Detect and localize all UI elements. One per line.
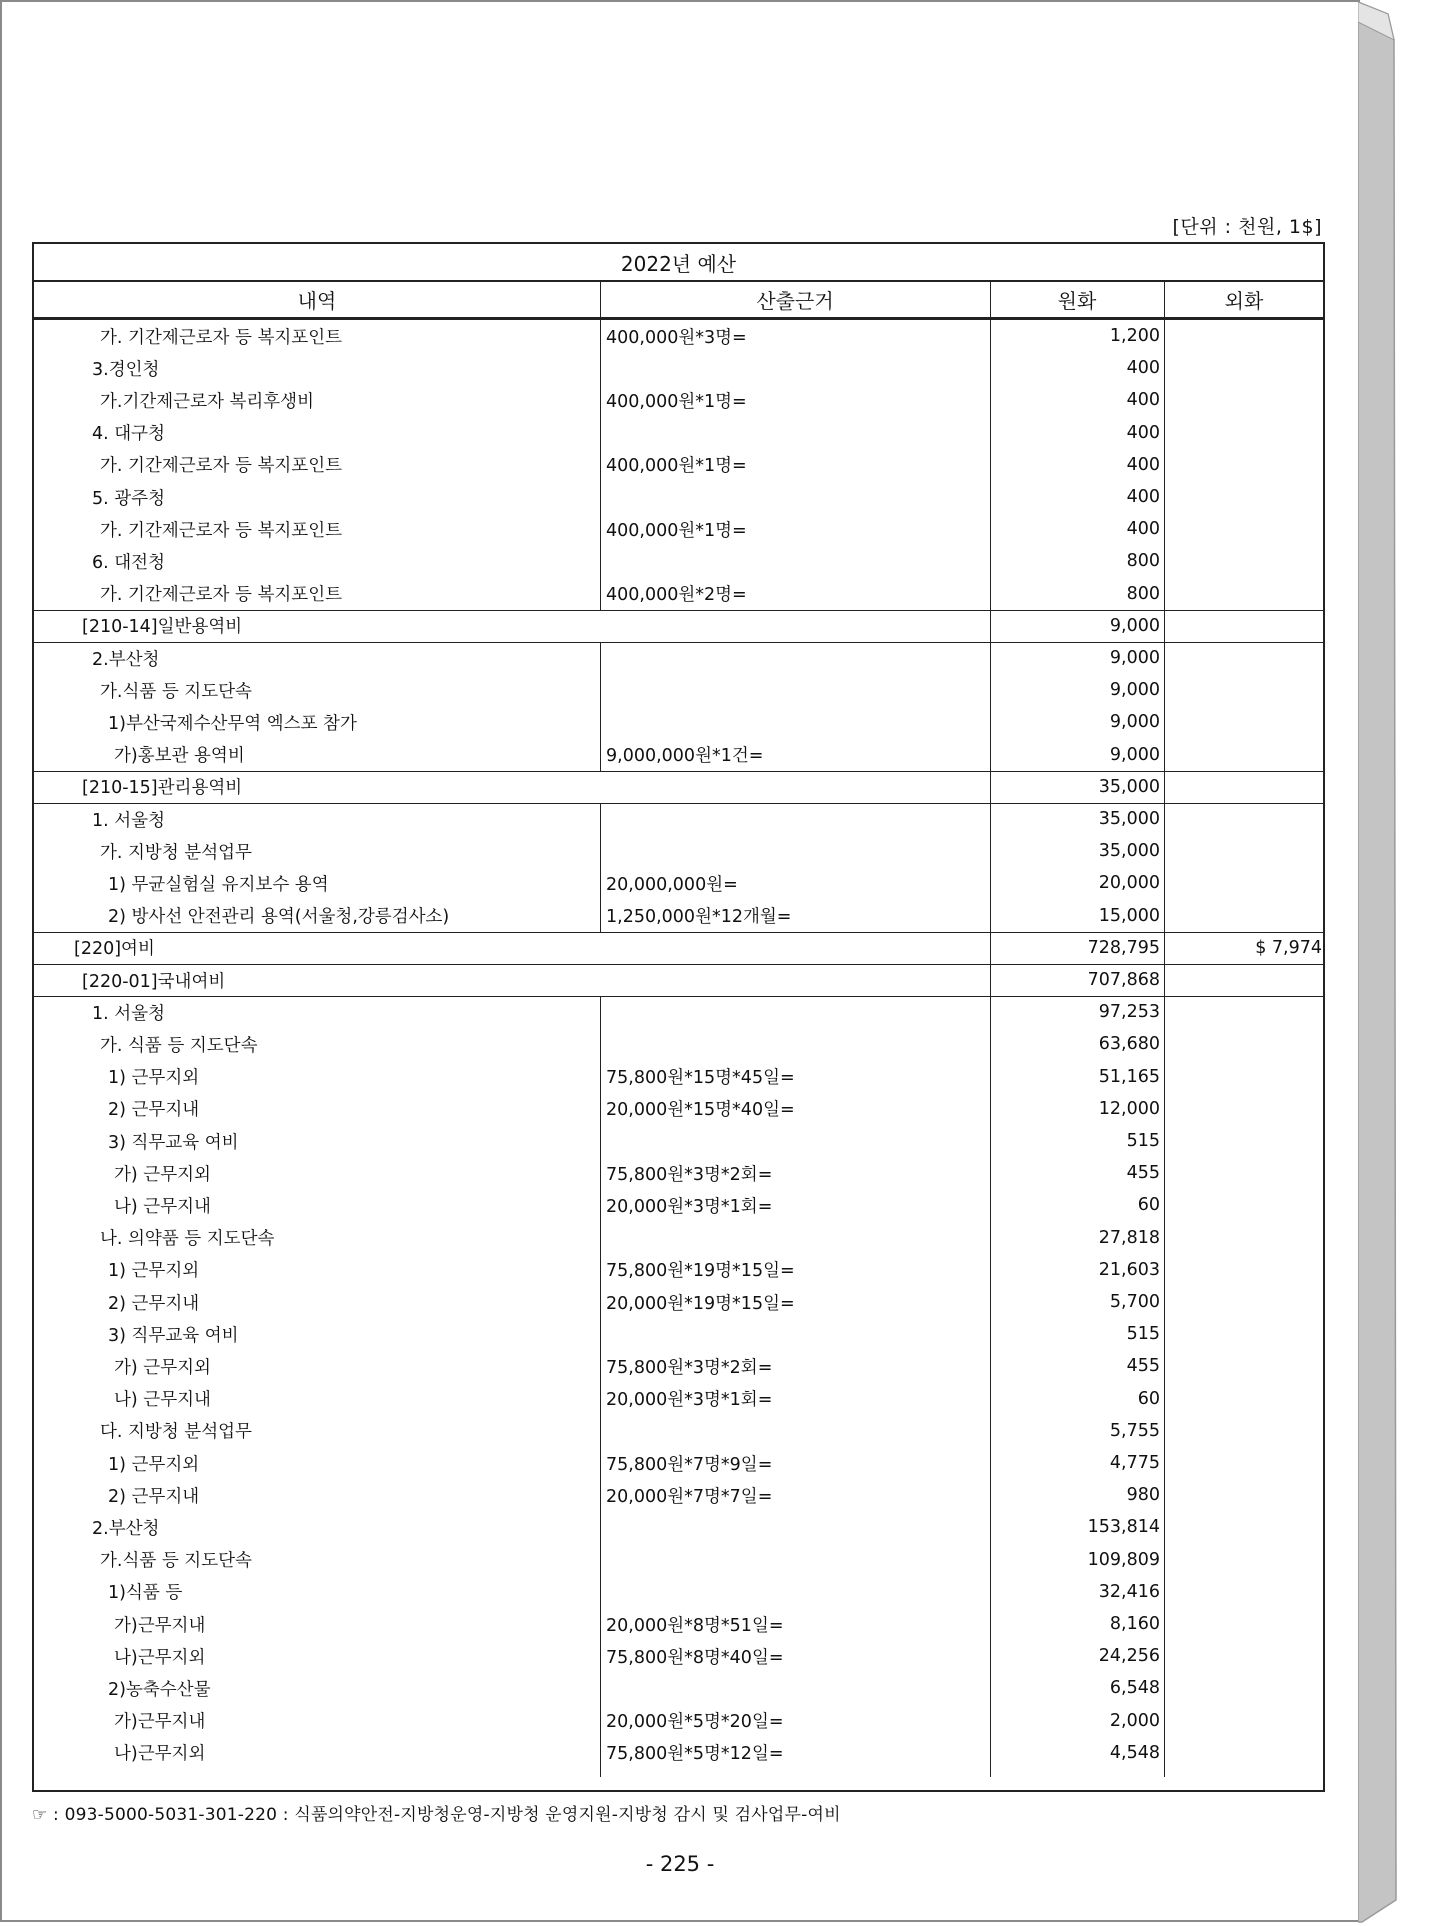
row-description: 2.부산청 [92,649,160,670]
row-foreign-amount [1164,1640,1322,1672]
row-basis [606,964,986,996]
row-foreign-amount [1164,545,1322,577]
row-description: 나. 의약품 등 지도단속 [100,1229,275,1250]
row-foreign-amount [1164,803,1322,835]
row-basis [606,932,986,964]
table-row [34,835,1323,867]
table-row [34,1640,1323,1672]
row-basis: 400,000원*3명= [606,327,747,348]
row-basis [606,1576,986,1608]
row-description: 2) 근무지내 [108,1486,200,1507]
row-basis: 400,000원*2명= [606,585,747,606]
table-row [34,578,1323,610]
row-foreign-amount [1164,513,1322,545]
table-row [34,1672,1323,1704]
row-foreign-amount [1164,996,1322,1028]
row-foreign-amount [1164,417,1322,449]
row-description: [210-14]일반용역비 [82,617,243,638]
row-basis [606,1318,986,1350]
row-foreign-amount [1164,1254,1322,1286]
row-basis [606,706,986,738]
header-basis: 산출근거 [756,289,834,313]
row-won-amount: 2,000 [1109,1710,1160,1731]
row-basis [606,610,986,642]
row-foreign-amount [1164,1576,1322,1608]
table-row [34,932,1323,964]
table-row [34,867,1323,899]
row-foreign-amount [1164,481,1322,513]
row-description: 가. 식품 등 지도단속 [100,1035,258,1056]
row-foreign-amount [1164,320,1322,352]
row-foreign-amount [1164,610,1322,642]
row-foreign-amount [1164,1608,1322,1640]
row-won-amount: 400 [1126,487,1160,507]
row-foreign-amount [1164,1544,1322,1576]
row-description: 가. 지방청 분석업무 [100,842,252,863]
row-foreign-amount [1164,1222,1322,1254]
row-description: 1) 근무지외 [108,1068,200,1089]
row-description: 다. 지방청 분석업무 [100,1422,252,1443]
table-row [34,320,1323,352]
row-won-amount: 109,809 [1087,1549,1160,1570]
row-description: 가) 근무지외 [114,1357,211,1378]
row-basis [606,996,986,1028]
row-won-amount: 400 [1126,358,1160,379]
table-row [34,1189,1323,1221]
row-won-amount: 455 [1126,1163,1160,1184]
row-won-amount: 32,416 [1098,1581,1160,1602]
row-won-amount: 35,000 [1098,809,1160,829]
header-won: 원화 [1057,289,1097,313]
table-row [34,1318,1323,1350]
row-foreign-amount [1164,1318,1322,1350]
row-basis [606,481,986,513]
row-foreign-amount [1164,1157,1322,1189]
row-description: 1. 서울청 [92,810,165,831]
row-foreign-amount [1164,900,1322,932]
row-description: 1)식품 등 [108,1583,183,1604]
row-basis [606,642,986,674]
row-basis: 400,000원*1명= [606,456,747,477]
row-description: 가.기간제근로자 복리후생비 [100,391,314,412]
row-description: 가) 근무지외 [114,1164,211,1185]
row-won-amount: 400 [1126,422,1160,443]
row-foreign-amount [1164,1189,1322,1221]
row-description: 가.식품 등 지도단속 [100,681,252,702]
column-divider [600,996,601,1777]
row-description: 2) 근무지내 [108,1100,200,1121]
table-row [34,1350,1323,1382]
row-divider [34,996,1323,997]
column-divider [1164,320,1165,1777]
row-foreign-amount [1164,1672,1322,1704]
row-won-amount: 1,200 [1109,326,1160,346]
row-basis: 9,000,000원*1건= [606,746,764,767]
row-won-amount: 515 [1126,1324,1160,1345]
row-foreign-amount [1164,867,1322,899]
row-basis: 20,000원*3명*1회= [606,1196,773,1217]
row-basis [606,1125,986,1157]
row-basis: 75,800원*5명*12일= [606,1744,784,1765]
row-foreign-amount [1164,1028,1322,1060]
row-foreign-amount [1164,771,1322,803]
row-foreign-amount [1164,1093,1322,1125]
row-description: 나) 근무지내 [114,1196,211,1217]
row-foreign-amount [1164,1061,1322,1093]
table-row [34,1157,1323,1189]
table-row [34,449,1323,481]
row-foreign-amount [1164,1479,1322,1511]
row-description: 2) 근무지내 [108,1293,200,1314]
row-foreign-amount [1164,1350,1322,1382]
row-basis [606,1544,986,1576]
table-row [34,610,1323,642]
row-foreign-amount [1164,1447,1322,1479]
row-won-amount: 4,775 [1109,1453,1160,1473]
row-basis [606,835,986,867]
row-description: 5. 광주청 [92,488,165,509]
row-won-amount: 707,868 [1087,970,1160,990]
row-won-amount: 400 [1126,519,1160,540]
row-won-amount: 27,818 [1098,1227,1160,1248]
table-row [34,417,1323,449]
row-won-amount: 6,548 [1109,1678,1160,1699]
row-foreign-amount [1164,1511,1322,1543]
row-basis: 20,000원*8명*51일= [606,1615,784,1636]
row-foreign-amount [1164,1383,1322,1415]
table-header-row [34,282,1323,320]
row-won-amount: 15,000 [1098,905,1160,926]
row-basis [606,1511,986,1543]
row-won-amount: 63,680 [1098,1034,1160,1055]
row-foreign-amount [1164,706,1322,738]
row-won-amount: 728,795 [1087,937,1160,958]
row-foreign-amount [1164,674,1322,706]
header-description: 내역 [297,289,337,313]
column-divider [990,320,991,1777]
column-divider [1164,282,1165,320]
table-row [34,706,1323,738]
table-row [34,1576,1323,1608]
table-row [34,964,1323,996]
row-description: [220]여비 [74,939,155,960]
table-row [34,771,1323,803]
table-row [34,642,1323,674]
row-foreign-amount [1164,739,1322,771]
row-foreign-amount [1164,642,1322,674]
row-basis [606,674,986,706]
row-basis: 75,800원*3명*2회= [606,1164,773,1185]
table-row [34,545,1323,577]
row-description: 1. 서울청 [92,1003,165,1024]
row-basis [606,1028,986,1060]
table-row [34,1125,1323,1157]
column-divider [600,282,601,320]
row-description: 3) 직무교육 여비 [108,1132,239,1153]
table-row [34,1286,1323,1318]
row-description: 나)근무지외 [114,1744,206,1765]
row-divider [34,932,1323,933]
row-description: 1) 근무지외 [108,1454,200,1475]
row-description: 1) 무균실험실 유지보수 용역 [108,874,329,895]
row-won-amount: 800 [1126,551,1160,572]
row-basis: 20,000원*7명*7일= [606,1486,773,1507]
row-basis: 75,800원*7명*9일= [606,1454,773,1475]
row-won-amount: 980 [1126,1485,1160,1506]
row-won-amount: 153,814 [1087,1517,1160,1538]
row-description: 가)근무지내 [114,1712,206,1733]
row-won-amount: 9,000 [1109,680,1160,701]
table-row [34,1608,1323,1640]
row-foreign-amount [1164,1737,1322,1769]
row-won-amount: 20,000 [1098,873,1160,894]
table-row [34,481,1323,513]
row-description: 가)홍보관 용역비 [114,746,245,767]
row-won-amount: 9,000 [1109,712,1160,733]
row-description: [220-01]국내여비 [82,971,226,992]
table-row [34,1028,1323,1060]
table-row [34,900,1323,932]
row-foreign-amount [1164,964,1322,996]
row-description: 4. 대구청 [92,424,165,445]
row-divider [34,771,1323,772]
row-won-amount: 5,700 [1109,1292,1160,1312]
table-row [34,803,1323,835]
row-description: 가. 기간제근로자 등 복지포인트 [100,520,343,541]
table-row [34,1254,1323,1286]
row-won-amount: 455 [1126,1356,1160,1377]
row-foreign-amount [1164,1705,1322,1737]
row-description: 가)근무지내 [114,1615,206,1636]
row-basis: 75,800원*3명*2회= [606,1357,773,1378]
row-basis: 20,000원*15명*40일= [606,1100,795,1121]
row-foreign-amount: $ 7,974 [1255,937,1322,958]
table-row [34,1479,1323,1511]
table-row [34,352,1323,384]
row-basis: 400,000원*1명= [606,520,747,541]
row-basis [606,1222,986,1254]
column-divider [600,320,601,610]
row-foreign-amount [1164,1125,1322,1157]
row-basis: 20,000,000원= [606,874,738,895]
row-won-amount: 400 [1126,454,1160,475]
row-won-amount: 21,603 [1098,1259,1160,1280]
row-won-amount: 5,755 [1109,1420,1160,1441]
row-basis: 20,000원*5명*20일= [606,1712,784,1733]
row-description: 가. 기간제근로자 등 복지포인트 [100,585,343,606]
row-won-amount: 12,000 [1098,1098,1160,1119]
table-row [34,513,1323,545]
table-title: 2022년 예산 [34,244,1323,282]
row-divider [34,964,1323,965]
row-basis: 75,800원*8명*40일= [606,1647,784,1668]
budget-table [32,242,1325,1792]
row-foreign-amount [1164,835,1322,867]
table-row [34,1222,1323,1254]
row-foreign-amount [1164,449,1322,481]
row-won-amount: 8,160 [1109,1614,1160,1634]
row-basis [606,771,986,803]
row-description: 2) 방사선 안전관리 용역(서울청,강릉검사소) [108,907,450,928]
row-won-amount: 515 [1126,1131,1160,1151]
row-description: 1)부산국제수산무역 엑스포 참가 [108,713,357,734]
row-won-amount: 9,000 [1109,648,1160,668]
table-row [34,1511,1323,1543]
row-won-amount: 97,253 [1098,1002,1160,1023]
row-won-amount: 35,000 [1098,776,1160,797]
row-description: 가.식품 등 지도단속 [100,1551,252,1572]
row-divider [34,642,1323,643]
row-basis: 75,800원*15명*45일= [606,1068,795,1089]
page-number: - 225 - [645,1852,715,1876]
row-description: 1) 근무지외 [108,1261,200,1282]
table-row [34,384,1323,416]
row-description: 가. 기간제근로자 등 복지포인트 [100,327,343,348]
row-won-amount: 24,256 [1098,1646,1160,1667]
row-basis [606,803,986,835]
row-description: 6. 대전청 [92,552,165,573]
table-row [34,739,1323,771]
row-divider [34,610,1323,611]
row-won-amount: 400 [1126,390,1160,411]
row-won-amount: 800 [1126,583,1160,604]
table-row [34,1737,1323,1769]
row-description: 2.부산청 [92,1518,160,1539]
row-description: 3.경인청 [92,359,160,380]
row-won-amount: 4,548 [1109,1742,1160,1763]
column-divider [600,803,601,932]
column-divider [600,642,601,771]
row-won-amount: 60 [1137,1195,1160,1216]
row-won-amount: 51,165 [1098,1066,1160,1087]
row-basis: 400,000원*1명= [606,391,747,412]
row-basis [606,545,986,577]
table-row [34,996,1323,1028]
table-row [34,1447,1323,1479]
table-row [34,1544,1323,1576]
row-description: 2)농축수산물 [108,1679,211,1700]
row-basis: 20,000원*19명*15일= [606,1293,795,1314]
row-basis [606,352,986,384]
row-foreign-amount [1164,578,1322,610]
table-row [34,674,1323,706]
column-divider [990,282,991,320]
row-won-amount: 9,000 [1109,615,1160,636]
page-fold-shadow [1358,0,1448,1926]
budget-code-footnote: ☞ : 093-5000-5031-301-220 : 식품의약안전-지방청운영-지방청 운영지원-지방청 감시 및 검사업무-여비 [32,1805,841,1825]
row-basis: 75,800원*19명*15일= [606,1261,795,1282]
row-basis [606,417,986,449]
row-description: 3) 직무교육 여비 [108,1325,239,1346]
row-description: [210-15]관리용역비 [82,778,243,799]
row-basis [606,1415,986,1447]
row-description: 나)근무지외 [114,1647,206,1668]
header-foreign: 외화 [1224,289,1264,313]
row-won-amount: 60 [1137,1388,1160,1409]
unit-label: [단위 : 천원, 1$] [1172,216,1322,238]
row-won-amount: 9,000 [1109,744,1160,765]
row-basis: 1,250,000원*12개월= [606,907,792,928]
table-row [34,1093,1323,1125]
row-foreign-amount [1164,384,1322,416]
row-foreign-amount [1164,1286,1322,1318]
table-row [34,1415,1323,1447]
row-description: 가. 기간제근로자 등 복지포인트 [100,456,343,477]
row-foreign-amount [1164,1415,1322,1447]
table-row [34,1061,1323,1093]
table-row [34,1705,1323,1737]
row-basis [606,1672,986,1704]
row-won-amount: 35,000 [1098,841,1160,862]
row-foreign-amount [1164,352,1322,384]
row-divider [34,803,1323,804]
row-description: 나) 근무지내 [114,1390,211,1411]
table-row [34,1383,1323,1415]
row-basis: 20,000원*3명*1회= [606,1390,773,1411]
